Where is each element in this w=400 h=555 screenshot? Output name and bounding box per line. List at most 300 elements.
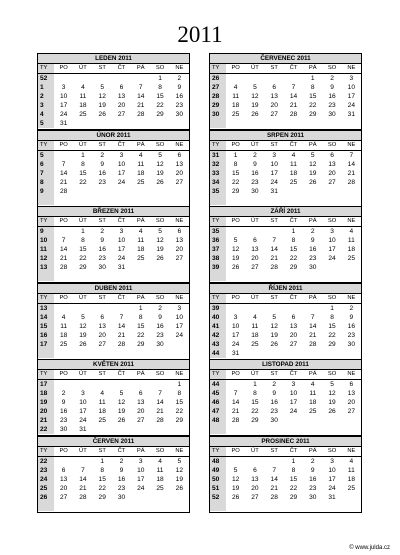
- day-cell: 9: [272, 390, 277, 397]
- day-cell: 13: [59, 475, 68, 483]
- day-cell: [265, 74, 284, 84]
- week-row: [38, 178, 189, 187]
- day-cell: 4: [310, 381, 315, 388]
- week-row: [38, 425, 189, 434]
- week-number: [38, 272, 54, 281]
- day-cell: [245, 272, 264, 281]
- day-cell: [245, 196, 264, 205]
- day-cell: [170, 349, 189, 358]
- week-number: 5: [38, 119, 54, 128]
- day-cell: [112, 349, 131, 358]
- weekday-header: ÚT: [245, 64, 264, 74]
- day-cell: 7: [272, 466, 277, 474]
- day-cell: 2: [253, 151, 257, 159]
- day-cell: [73, 196, 92, 205]
- weekday-header: SO: [150, 294, 169, 304]
- day-cell: 12: [175, 466, 184, 474]
- week-row: [38, 398, 189, 407]
- day-cell: 3: [233, 313, 238, 321]
- weekday-header: ÚT: [245, 370, 264, 380]
- day-cell: 15: [309, 93, 317, 100]
- day-cell: 15: [79, 169, 87, 177]
- weekday-header: ST: [93, 447, 112, 457]
- day-cell: 26: [175, 484, 184, 492]
- month-title: BŘEZEN 2011: [38, 207, 189, 217]
- week-row: [38, 493, 189, 502]
- week-row: [210, 313, 361, 322]
- day-cell: 24: [137, 484, 145, 492]
- day-cell: 10: [175, 313, 184, 321]
- day-cell: 29: [309, 111, 317, 118]
- day-cell: 1: [177, 381, 182, 388]
- day-cell: 3: [272, 151, 277, 159]
- day-cell: 10: [137, 466, 145, 474]
- day-cell: 28: [270, 264, 278, 271]
- week-number: 52: [38, 74, 54, 84]
- day-cell: 11: [137, 160, 145, 168]
- week-number: 49: [210, 466, 226, 475]
- day-cell: [226, 119, 245, 128]
- month-table: [38, 294, 189, 358]
- day-cell: 4: [158, 457, 162, 465]
- day-cell: 10: [289, 390, 298, 397]
- day-cell: 15: [137, 322, 145, 330]
- day-cell: 15: [231, 169, 240, 177]
- week-number-header: TY: [38, 294, 54, 304]
- week-number: 26: [38, 493, 54, 502]
- day-cell: [93, 74, 112, 84]
- week-row: [210, 493, 361, 502]
- day-cell: 20: [117, 102, 126, 109]
- day-cell: 31: [117, 264, 126, 271]
- day-cell: 13: [328, 160, 336, 168]
- day-cell: [245, 303, 264, 313]
- day-cell: 14: [289, 93, 298, 100]
- day-cell: 19: [79, 331, 87, 339]
- day-cell: 19: [231, 484, 240, 492]
- day-cell: [226, 303, 245, 313]
- month-block: [209, 53, 362, 130]
- month-title: ŘÍJEN 2011: [210, 284, 361, 294]
- day-cell: [73, 349, 92, 358]
- day-cell: 1: [310, 75, 315, 82]
- day-cell: 14: [309, 322, 317, 330]
- week-number: 8: [38, 178, 54, 187]
- day-cell: 4: [81, 84, 85, 91]
- weekday-header: SO: [150, 447, 169, 457]
- day-cell: [150, 502, 169, 511]
- week-row: [210, 484, 361, 493]
- day-cell: 25: [309, 408, 317, 415]
- day-cell: [342, 272, 361, 281]
- day-cell: [265, 502, 284, 511]
- day-cell: 16: [117, 475, 126, 483]
- day-cell: 12: [309, 160, 317, 168]
- day-cell: [303, 349, 322, 358]
- day-cell: 24: [328, 484, 336, 492]
- day-cell: 4: [138, 228, 143, 235]
- day-cell: 16: [347, 322, 356, 330]
- day-cell: 24: [231, 340, 240, 348]
- day-cell: 2: [61, 390, 66, 397]
- day-cell: 12: [79, 322, 87, 330]
- day-cell: [226, 380, 245, 390]
- day-cell: 1: [291, 228, 296, 235]
- day-cell: 11: [98, 399, 106, 406]
- day-cell: 9: [100, 237, 105, 244]
- week-number-header: TY: [210, 217, 226, 227]
- week-row: [38, 101, 189, 110]
- day-cell: 9: [330, 84, 334, 91]
- weekday-header: ČT: [284, 294, 303, 304]
- day-cell: 25: [59, 340, 68, 348]
- weekday-header: NE: [170, 141, 189, 151]
- weekday-header: PÁ: [303, 217, 322, 227]
- day-cell: [322, 349, 341, 358]
- day-cell: 29: [79, 264, 87, 271]
- day-cell: [265, 119, 284, 128]
- day-cell: 13: [251, 246, 259, 253]
- day-cell: [170, 493, 189, 502]
- day-cell: 7: [233, 390, 238, 397]
- footer-credit: © www.julda.cz: [349, 545, 390, 551]
- day-cell: 5: [177, 457, 182, 465]
- day-cell: 30: [175, 111, 184, 118]
- week-number-header: TY: [38, 447, 54, 457]
- week-row: [38, 349, 189, 358]
- weekday-header: ÚT: [245, 217, 264, 227]
- weekday-header: NE: [342, 370, 361, 380]
- day-cell: 18: [137, 246, 145, 253]
- day-cell: 21: [270, 484, 278, 492]
- day-cell: 4: [138, 151, 143, 159]
- week-row: [210, 407, 361, 416]
- day-cell: [303, 196, 322, 205]
- week-row: [210, 322, 361, 331]
- day-cell: 21: [347, 169, 356, 177]
- day-cell: 14: [270, 475, 278, 483]
- day-cell: [265, 227, 284, 237]
- day-cell: [150, 425, 169, 434]
- day-cell: 21: [117, 331, 126, 339]
- day-cell: [245, 502, 264, 511]
- day-cell: 22: [98, 484, 106, 492]
- weekday-header: ČT: [284, 141, 303, 151]
- month-table: [38, 217, 189, 281]
- day-cell: 17: [59, 102, 68, 109]
- day-cell: 31: [328, 493, 336, 501]
- day-cell: 13: [347, 390, 356, 397]
- week-row: [38, 169, 189, 178]
- day-cell: 14: [347, 160, 356, 168]
- day-cell: [131, 74, 150, 84]
- day-cell: 27: [59, 493, 68, 501]
- day-cell: 4: [253, 313, 257, 321]
- day-cell: [322, 425, 341, 434]
- weekday-header: ÚT: [73, 447, 92, 457]
- day-cell: 12: [117, 399, 126, 406]
- weekday-header: ST: [265, 217, 284, 227]
- day-cell: 26: [156, 178, 164, 186]
- day-cell: 26: [156, 255, 164, 262]
- day-cell: 5: [272, 313, 277, 321]
- weekday-header: ÚT: [245, 294, 264, 304]
- day-cell: 23: [270, 408, 278, 415]
- day-cell: [54, 74, 73, 84]
- day-cell: 23: [328, 102, 336, 109]
- day-cell: [322, 502, 341, 511]
- month-block: [209, 359, 362, 436]
- day-cell: 16: [251, 169, 259, 177]
- day-cell: [170, 502, 189, 511]
- day-cell: [54, 380, 73, 390]
- month-block: [37, 206, 190, 283]
- day-cell: 18: [79, 102, 87, 109]
- day-cell: 15: [328, 322, 336, 330]
- day-cell: 2: [100, 151, 105, 159]
- month-block: [37, 359, 190, 436]
- day-cell: [322, 119, 341, 128]
- day-cell: [284, 416, 303, 425]
- day-cell: 30: [309, 264, 317, 271]
- week-number-header: TY: [210, 447, 226, 457]
- day-cell: 31: [231, 349, 240, 357]
- day-cell: 29: [137, 340, 145, 348]
- day-cell: 16: [98, 246, 106, 253]
- day-cell: 8: [177, 390, 182, 397]
- day-cell: 22: [328, 331, 336, 339]
- day-cell: 23: [156, 331, 164, 339]
- week-number: 35: [210, 187, 226, 196]
- week-row: [210, 416, 361, 425]
- day-cell: [54, 272, 73, 281]
- day-cell: 16: [98, 169, 106, 177]
- day-cell: 14: [79, 475, 87, 483]
- month-title: LISTOPAD 2011: [210, 360, 361, 370]
- day-cell: 3: [119, 151, 124, 159]
- day-cell: [342, 119, 361, 128]
- day-cell: 10: [328, 466, 336, 474]
- month-title: SRPEN 2011: [210, 131, 361, 141]
- day-cell: 11: [347, 237, 355, 244]
- day-cell: 16: [59, 408, 68, 415]
- week-number: 24: [38, 475, 54, 484]
- day-cell: 21: [231, 408, 240, 415]
- day-cell: 3: [177, 304, 182, 312]
- day-cell: 19: [98, 102, 106, 109]
- day-cell: 24: [79, 417, 87, 424]
- weekday-header: SO: [322, 370, 341, 380]
- weekday-header: NE: [170, 447, 189, 457]
- day-cell: 13: [270, 93, 278, 100]
- month-title: ČERVEN 2011: [38, 437, 189, 447]
- day-cell: [73, 119, 92, 128]
- month-table: [38, 141, 189, 205]
- week-number: 38: [210, 254, 226, 263]
- weekday-header: PÁ: [131, 217, 150, 227]
- day-cell: 12: [98, 93, 106, 100]
- day-cell: 12: [270, 322, 278, 330]
- weekday-header: ST: [93, 294, 112, 304]
- day-cell: 2: [272, 381, 277, 388]
- week-row: [38, 313, 189, 322]
- week-number: 26: [210, 74, 226, 84]
- day-cell: [170, 340, 189, 349]
- day-cell: 28: [231, 417, 240, 424]
- day-cell: [112, 380, 131, 390]
- day-cell: 25: [347, 255, 356, 262]
- day-cell: 28: [137, 111, 145, 118]
- week-row: [210, 389, 361, 398]
- day-cell: 9: [158, 313, 162, 321]
- day-cell: 4: [61, 313, 66, 321]
- day-cell: 19: [156, 169, 164, 177]
- day-cell: 4: [100, 390, 105, 397]
- weekday-header: ST: [265, 370, 284, 380]
- day-cell: [284, 187, 303, 196]
- day-cell: 28: [270, 493, 278, 501]
- week-number: [210, 502, 226, 511]
- day-cell: 27: [251, 493, 259, 501]
- day-cell: 19: [156, 246, 164, 253]
- day-cell: 21: [270, 255, 278, 262]
- day-cell: [54, 150, 73, 160]
- week-number: 34: [210, 178, 226, 187]
- day-cell: 19: [328, 399, 336, 406]
- day-cell: [226, 272, 245, 281]
- week-number: 16: [38, 331, 54, 340]
- day-cell: [93, 502, 112, 511]
- day-cell: 22: [251, 408, 259, 415]
- day-cell: [322, 187, 341, 196]
- day-cell: 29: [98, 493, 106, 501]
- week-number: [210, 119, 226, 128]
- day-cell: [54, 456, 73, 466]
- weekday-header: SO: [322, 141, 341, 151]
- day-cell: 25: [251, 340, 259, 348]
- week-number: [210, 196, 226, 205]
- week-row: [210, 425, 361, 434]
- weekday-header: ÚT: [73, 370, 92, 380]
- day-cell: 23: [251, 178, 259, 186]
- week-row: [210, 331, 361, 340]
- day-cell: 30: [251, 187, 259, 195]
- day-cell: [342, 416, 361, 425]
- week-row: [38, 196, 189, 205]
- day-cell: 17: [328, 246, 336, 253]
- weekday-header: PÁ: [131, 370, 150, 380]
- month-title: ÚNOR 2011: [38, 131, 189, 141]
- week-row: [38, 74, 189, 84]
- week-row: [210, 475, 361, 484]
- day-cell: 29: [289, 493, 298, 501]
- day-cell: [73, 456, 92, 466]
- week-number: 36: [210, 236, 226, 245]
- week-number: 41: [210, 322, 226, 331]
- week-row: [38, 83, 189, 92]
- day-cell: 28: [156, 417, 164, 424]
- day-cell: [150, 349, 169, 358]
- month-block: [209, 283, 362, 360]
- weekday-header: ÚT: [73, 217, 92, 227]
- weekday-header: ČT: [112, 217, 131, 227]
- weekday-header: ST: [93, 141, 112, 151]
- week-number: [38, 349, 54, 358]
- day-cell: 9: [100, 160, 105, 168]
- day-cell: 31: [270, 187, 278, 195]
- day-cell: 16: [175, 93, 184, 100]
- day-cell: 20: [328, 169, 336, 177]
- day-cell: 24: [347, 102, 356, 109]
- day-cell: 14: [270, 246, 278, 253]
- day-cell: [93, 119, 112, 128]
- weekday-header: SO: [150, 370, 169, 380]
- weekday-header: PO: [226, 64, 245, 74]
- day-cell: 1: [138, 304, 143, 312]
- day-cell: 1: [158, 75, 162, 82]
- day-cell: 5: [158, 151, 162, 159]
- day-cell: 5: [81, 313, 85, 321]
- week-row: [38, 263, 189, 272]
- day-cell: 27: [137, 417, 145, 424]
- week-number: 30: [210, 110, 226, 119]
- day-cell: [150, 196, 169, 205]
- day-cell: 17: [328, 475, 336, 483]
- day-cell: 28: [117, 340, 126, 348]
- day-cell: 17: [117, 246, 126, 253]
- week-row: [38, 272, 189, 281]
- weekday-header: ČT: [284, 217, 303, 227]
- month-table: [210, 64, 361, 128]
- day-cell: [170, 187, 189, 196]
- week-number: 32: [210, 160, 226, 169]
- day-cell: 7: [138, 84, 143, 91]
- day-cell: [170, 272, 189, 281]
- day-cell: 14: [231, 399, 240, 406]
- month-block: [209, 130, 362, 207]
- day-cell: [303, 425, 322, 434]
- week-number: 39: [210, 303, 226, 313]
- day-cell: 9: [61, 399, 66, 406]
- day-cell: 21: [137, 102, 145, 109]
- day-cell: 31: [347, 111, 356, 118]
- day-cell: [131, 493, 150, 502]
- weekday-header: SO: [150, 141, 169, 151]
- day-cell: [265, 196, 284, 205]
- day-cell: 26: [98, 111, 106, 118]
- day-cell: 8: [291, 237, 296, 244]
- day-cell: 4: [291, 151, 296, 159]
- day-cell: 3: [138, 457, 143, 465]
- weekday-header: SO: [322, 64, 341, 74]
- day-cell: 5: [100, 84, 105, 91]
- day-cell: 2: [119, 457, 124, 465]
- day-cell: 18: [347, 475, 356, 483]
- week-number: 44: [210, 380, 226, 390]
- week-number: [210, 425, 226, 434]
- week-number: 43: [210, 340, 226, 349]
- day-cell: 20: [270, 102, 278, 109]
- day-cell: [226, 196, 245, 205]
- day-cell: [112, 502, 131, 511]
- day-cell: 15: [289, 246, 298, 253]
- day-cell: 14: [59, 169, 68, 177]
- week-row: [210, 110, 361, 119]
- week-number: 47: [210, 407, 226, 416]
- week-row: [210, 160, 361, 169]
- weekday-header: PÁ: [131, 141, 150, 151]
- day-cell: 30: [270, 417, 278, 424]
